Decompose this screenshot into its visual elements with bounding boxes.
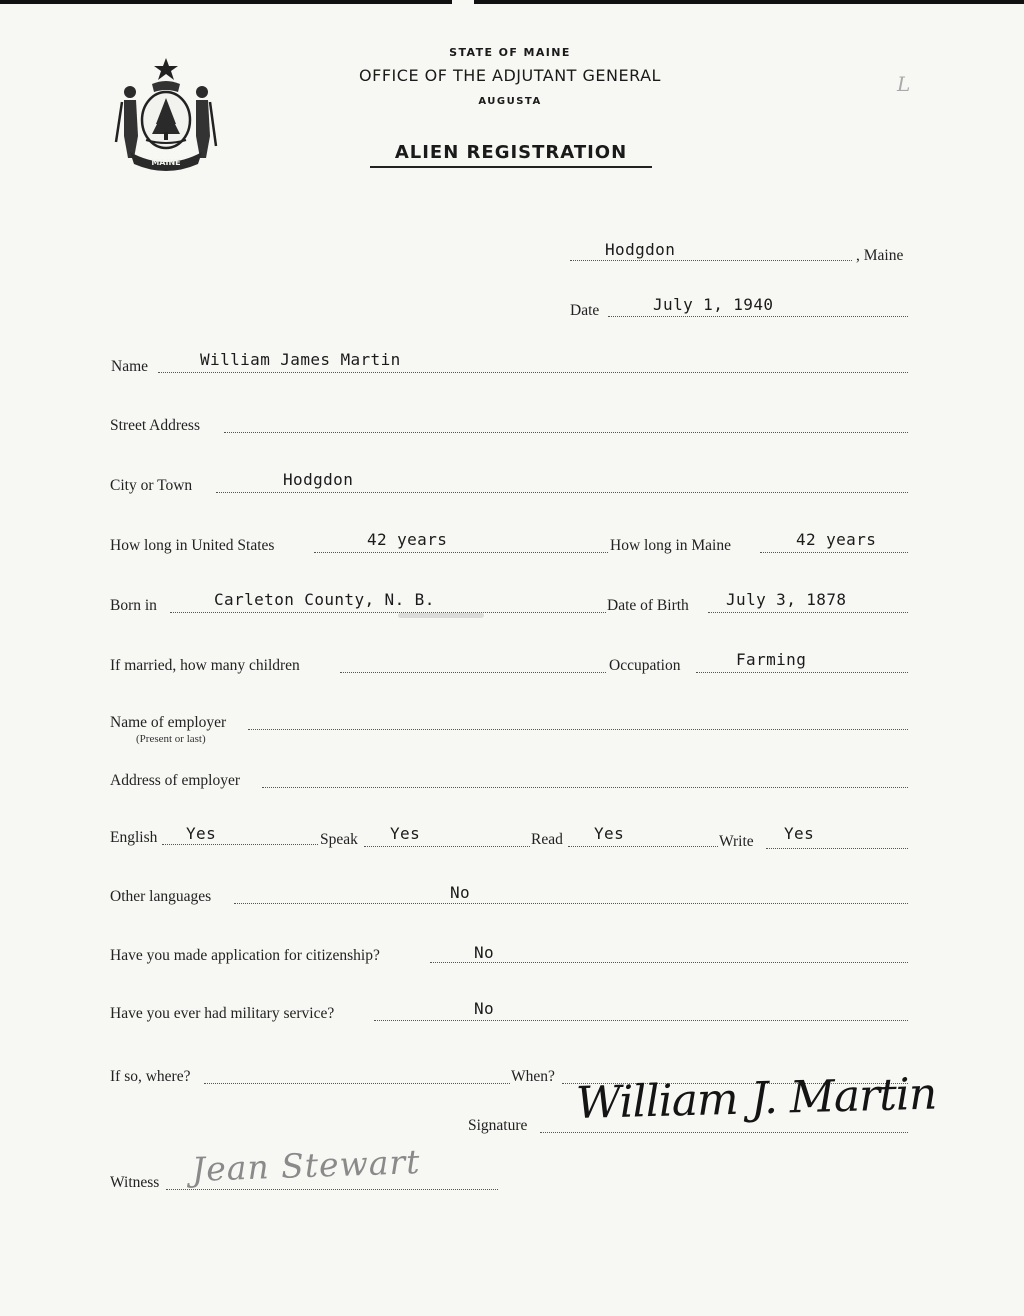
date-of-birth-value[interactable]: July 3, 1878 [726,590,847,609]
date-of-birth-label: Date of Birth [607,597,689,614]
speak-value[interactable]: Yes [390,824,421,843]
years-us-label: How long in United States [110,537,275,554]
state-heading: STATE OF MAINE [449,46,571,59]
occupation-label: Occupation [609,657,681,674]
write-value[interactable]: Yes [784,824,815,843]
employer-address-line [262,787,908,788]
military-label: Have you ever had military service? [110,1005,335,1022]
citizenship-line [430,962,908,963]
employer-name-sublabel: (Present or last) [136,733,206,745]
read-line [568,846,718,847]
witness-line [166,1189,498,1190]
signature-line [540,1132,908,1133]
maine-state-seal-icon [112,54,220,176]
born-in-value[interactable]: Carleton County, N. B. [214,590,435,609]
speak-label: Speak [320,831,358,848]
military-value[interactable]: No [474,999,495,1018]
other-languages-value[interactable]: No [450,883,471,902]
applicant-signature[interactable]: William J. Martin [575,1068,937,1129]
english-line [162,844,318,845]
occupation-line [696,672,908,673]
employer-name-label: Name of employer [110,714,227,731]
city-value[interactable]: Hodgdon [283,470,354,489]
location-value[interactable]: Hodgdon [605,240,676,259]
years-us-value[interactable]: 42 years [367,530,448,549]
street-address-label: Street Address [110,417,200,434]
witness-signature[interactable]: Jean Stewart [191,1142,422,1189]
citizenship-label: Have you made application for citizenship? [110,947,380,964]
years-maine-label: How long in Maine [610,537,731,554]
years-us-line [314,552,608,553]
when-label: When? [511,1068,555,1085]
other-languages-label: Other languages [110,888,212,905]
read-label: Read [531,831,563,848]
office-heading: OFFICE OF THE ADJUTANT GENERAL [359,66,661,85]
street-address-line [224,432,908,433]
date-label: Date [570,302,600,319]
name-value[interactable]: William James Martin [200,350,401,369]
born-in-line [170,612,606,613]
where-label: If so, where? [110,1068,191,1085]
children-line [340,672,606,673]
military-line [374,1020,908,1021]
scan-top-notch [452,0,474,4]
speak-line [364,846,530,847]
employer-address-label: Address of employer [110,772,240,789]
other-languages-line [234,903,908,904]
children-label: If married, how many children [110,657,300,674]
witness-label: Witness [110,1174,160,1191]
write-line [766,848,908,849]
location-line [570,260,852,261]
english-value[interactable]: Yes [186,824,217,843]
name-label: Name [111,358,149,375]
citizenship-value[interactable]: No [474,943,495,962]
date-line [608,316,908,317]
occupation-value[interactable]: Farming [736,650,807,669]
write-label: Write [719,833,754,850]
name-line [158,372,908,373]
born-in-label: Born in [110,597,157,614]
years-maine-value[interactable]: 42 years [796,530,877,549]
city-line [216,492,908,493]
employer-name-line [248,729,908,730]
years-maine-line [760,552,908,553]
date-value[interactable]: July 1, 1940 [653,295,774,314]
date-of-birth-line [708,612,908,613]
where-line [204,1083,510,1084]
city-heading: AUGUSTA [478,96,542,107]
scan-top-border [0,0,1024,4]
ink-smudge [398,613,484,618]
seal-ribbon-text: MAINE [151,158,181,167]
form-title: ALIEN REGISTRATION [370,142,652,168]
location-suffix: , Maine [856,247,904,264]
margin-pencil-mark: L [897,72,911,96]
english-label: English [110,829,158,846]
city-label: City or Town [110,477,193,494]
signature-label: Signature [468,1117,528,1134]
read-value[interactable]: Yes [594,824,625,843]
